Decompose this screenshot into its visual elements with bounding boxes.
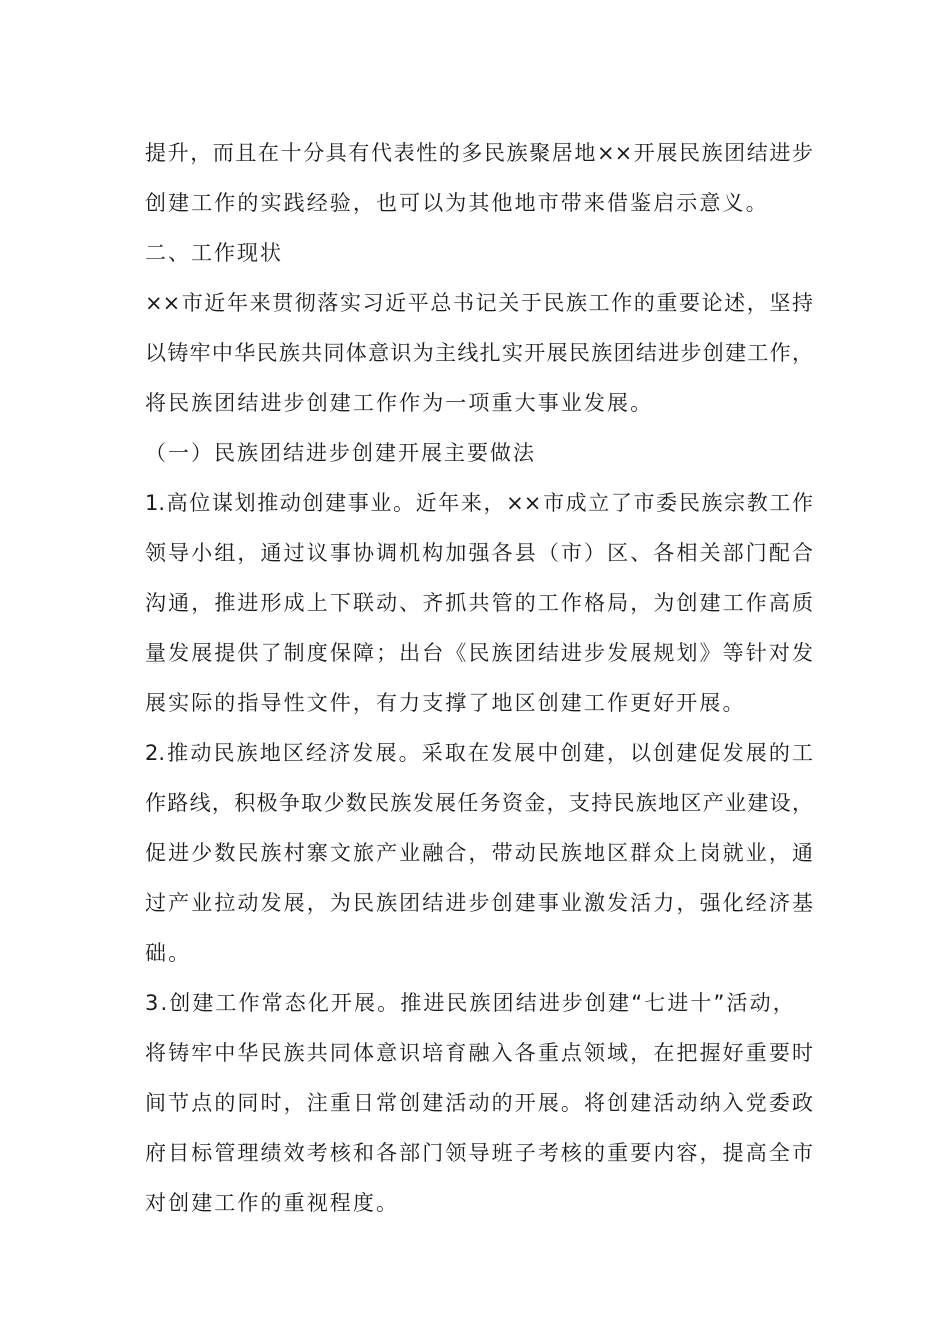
document-body — [145, 128, 813, 1228]
text-line: 领导小组，通过议事协调机构加强各县（市）区、各相关部门配合 — [145, 541, 813, 565]
text-line: 促进少数民族村寨文旅产业融合，带动民族地区群众上岗就业，通 — [145, 841, 813, 865]
text-line: 将铸牢中华民族共同体意识培育融入各重点领域，在把握好重要时 — [145, 1041, 813, 1065]
text-line: 础。 — [145, 941, 192, 965]
text-line: 作路线，积极争取少数民族发展任务资金，支持民族地区产业建设， — [145, 791, 813, 815]
text-line: 创建工作的实践经验，也可以为其他地市带来借鉴启示意义。 — [145, 191, 769, 215]
text-line: 2.推动民族地区经济发展。采取在发展中创建，以创建促发展的工 — [145, 741, 813, 765]
text-line: 过产业拉动发展，为民族团结进步创建事业激发活力，强化经济基 — [145, 891, 813, 915]
text-line: ××市近年来贯彻落实习近平总书记关于民族工作的重要论述，坚持 — [145, 291, 813, 315]
text-line: 府目标管理绩效考核和各部门领导班子考核的重要内容，提高全市 — [145, 1141, 813, 1165]
text-line: 对创建工作的重视程度。 — [145, 1191, 400, 1215]
text-line: 提升，而且在十分具有代表性的多民族聚居地××开展民族团结进步 — [145, 141, 813, 165]
subsection-heading: （一）民族团结进步创建开展主要做法 — [145, 441, 536, 465]
text-line: 量发展提供了制度保障；出台《民族团结进步发展规划》等针对发 — [145, 641, 813, 665]
text-line: 展实际的指导性文件，有力支撑了地区创建工作更好开展。 — [145, 691, 746, 715]
text-line: 将民族团结进步创建工作作为一项重大事业发展。 — [145, 391, 654, 415]
section-heading: 二、工作现状 — [145, 241, 283, 265]
text-line: 3.创建工作常态化开展。推进民族团结进步创建“七进十”活动， — [145, 991, 796, 1015]
text-line: 间节点的同时，注重日常创建活动的开展。将创建活动纳入党委政 — [145, 1091, 813, 1115]
text-line: 1.高位谋划推动创建事业。近年来，××市成立了市委民族宗教工作 — [145, 491, 813, 515]
text-line: 沟通，推进形成上下联动、齐抓共管的工作格局，为创建工作高质 — [145, 591, 813, 615]
text-line: 以铸牢中华民族共同体意识为主线扎实开展民族团结进步创建工作， — [145, 341, 813, 365]
